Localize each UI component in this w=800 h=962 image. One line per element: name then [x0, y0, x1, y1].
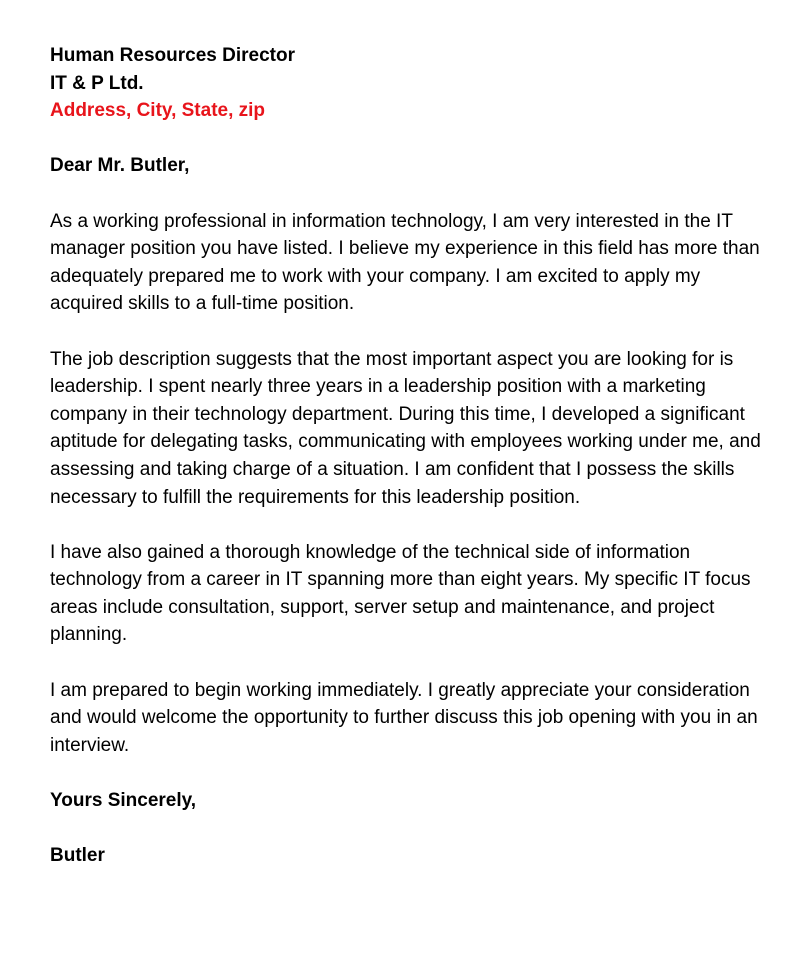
body-paragraph-1: As a working professional in information technology, I am very interested in the IT manager position you have listed. I believe my experience in this field has more than adequately prepared me to work with your company. I am excited to apply my acquired skills to a full-time position.: [50, 210, 760, 315]
body-paragraph-2: The job description suggests that the most important aspect you are looking for is leadership. I spent nearly three years in a leadership position with a marketing company in their technology department. During this time, I developed a significant aptitude for delegating tasks, communicating with employees working under me, and assessing and taking charge of a situation. I am confident that I possess the skills necessary to fulfill the requirements for this leadership position.: [50, 348, 761, 508]
recipient-block: [50, 42, 766, 125]
recipient-address: Address, City, State, zip: [50, 100, 266, 122]
recipient-company: IT & P Ltd.: [50, 72, 144, 94]
closing: Yours Sincerely,: [50, 790, 197, 812]
cover-letter: [50, 42, 766, 870]
salutation: Dear Mr. Butler,: [50, 155, 190, 177]
body-paragraph-3: I have also gained a thorough knowledge of the technical side of information technology from a career in IT spanning more than eight years. My specific IT focus areas include consultation, support, server setup and maintenance, and project planning.: [50, 541, 751, 646]
recipient-title: Human Resources Director: [50, 45, 295, 66]
body-paragraph-4: I am prepared to begin working immediately. I greatly appreciate your consideration and would welcome the opportunity to further discuss this job opening with you in an interview.: [50, 679, 758, 756]
signature: Butler: [50, 845, 105, 867]
